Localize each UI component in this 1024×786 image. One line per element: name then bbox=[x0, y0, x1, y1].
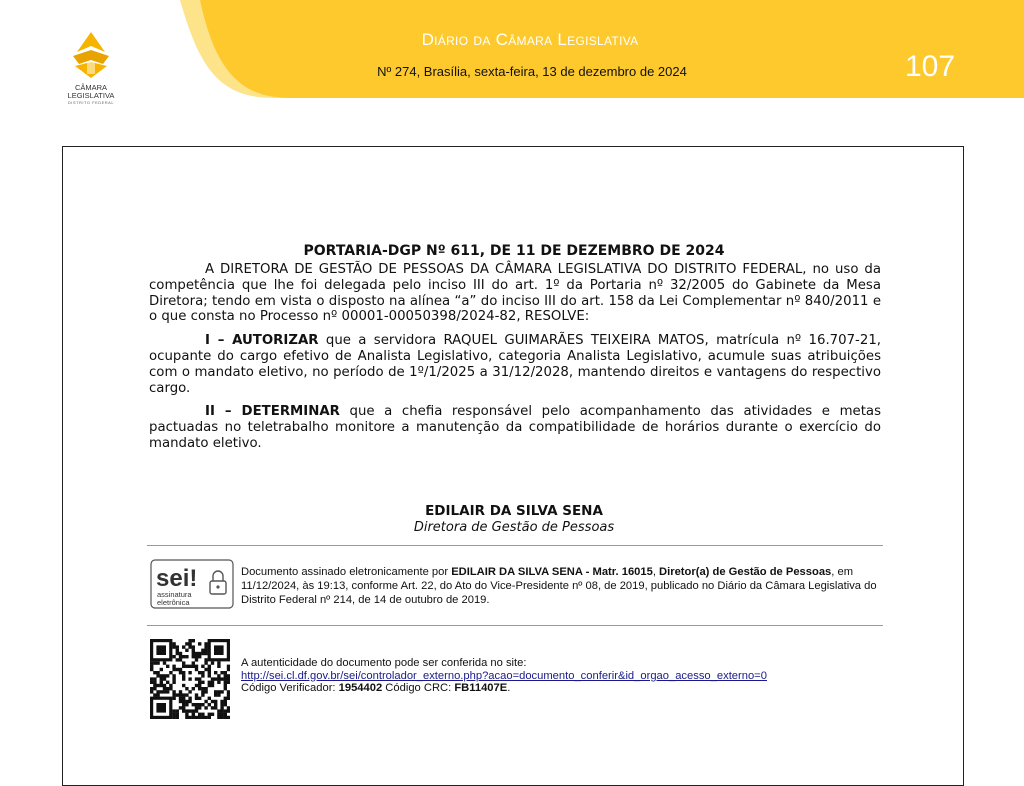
logo-text-line1: CÂMARA bbox=[74, 83, 108, 92]
sig-post: , em 11/12/2024, às 19:13, conforme Art. 22, do Ato do Vice-Presidente nº 08, de 2019, publicado no Diário da Câmara Legislativa do Distrito Federal nº 214, de 14 de outubro de 2019. bbox=[241, 566, 877, 606]
verification-intro: A autenticidade do documento pode ser conferida no site: bbox=[241, 657, 527, 669]
logo-text-line3: DISTRITO FEDERAL bbox=[67, 100, 115, 105]
masthead-title bbox=[330, 30, 730, 50]
verification-block bbox=[241, 657, 941, 695]
crc-label: Código CRC: bbox=[382, 682, 455, 694]
item-1-paragraph bbox=[149, 333, 881, 396]
document-title: PORTARIA-DGP Nº 611, DE 11 DE DEZEMBRO DE 2024 bbox=[303, 243, 725, 259]
signer-name: EDILAIR DA SILVA SENA bbox=[425, 503, 603, 519]
page-header bbox=[0, 0, 1024, 105]
verification-codes bbox=[241, 682, 941, 695]
verifier-code: 1954402 bbox=[338, 682, 383, 694]
camara-emblem-icon bbox=[63, 30, 119, 80]
edition-line: Nº 274, Brasília, sexta-feira, 13 de dezembro de 2024 bbox=[377, 64, 687, 79]
document-frame bbox=[62, 146, 964, 786]
item-2-text: que a chefia responsável pelo acompanhamento das atividades e metas pactuadas no teletrabalho monitore a manutenção da compatibilidade de horários durante o exercício do mandato eletivo. bbox=[149, 404, 882, 451]
code-label: Código Verificador: bbox=[241, 682, 339, 694]
item-2-paragraph bbox=[149, 404, 881, 451]
sei-sub2: eletrônica bbox=[157, 598, 190, 607]
electronic-signature-text bbox=[241, 565, 891, 607]
item-1-lead: I – AUTORIZAR bbox=[205, 333, 319, 349]
logo-text-line2: LEGISLATIVA bbox=[67, 91, 115, 100]
sig-pre: Documento assinado eletronicamente por bbox=[241, 566, 452, 578]
sei-signature-logo bbox=[150, 559, 234, 609]
signature-block bbox=[63, 503, 965, 535]
sig-mid: , bbox=[652, 566, 660, 578]
sei-word: sei! bbox=[156, 565, 198, 592]
divider-2 bbox=[147, 625, 883, 626]
sig-role: Diretor(a) de Gestão de Pessoas bbox=[659, 566, 832, 578]
divider-1 bbox=[147, 545, 883, 546]
document-body bbox=[149, 262, 881, 460]
camara-logo bbox=[56, 30, 126, 120]
page-number: 107 bbox=[905, 50, 956, 83]
item-2-lead: II – DETERMINAR bbox=[205, 404, 340, 420]
intro-paragraph: A DIRETORA DE GESTÃO DE PESSOAS DA CÂMARA LEGISLATIVA DO DISTRITO FEDERAL, no uso da competência que lhe foi delegada pelo inciso III do art. 1º da Portaria nº 32/2005 do Gabinete da Mesa Diretora; tendo em vista o disposto na alínea “a” do inciso III do art. 158 da Lei Complementar nº 840/2011 e o que consta no Processo nº 00001-00050398/2024-82, RESOLVE: bbox=[149, 262, 881, 325]
sei-sub1: assinatura bbox=[157, 590, 192, 599]
crc-code: FB11407E bbox=[454, 682, 508, 694]
qr-code bbox=[150, 639, 230, 719]
sig-signer: EDILAIR DA SILVA SENA - Matr. 16015 bbox=[451, 566, 653, 578]
journal-title: Diário da Câmara Legislativa bbox=[421, 30, 639, 49]
signer-role: Diretora de Gestão de Pessoas bbox=[413, 520, 615, 535]
sei-badge-icon bbox=[150, 559, 234, 609]
codes-end: . bbox=[507, 682, 511, 694]
verification-link[interactable]: http://sei.cl.df.gov.br/sei/controlador_externo.php?acao=documento_conferir&id_orgao_acesso_externo=0 bbox=[241, 669, 767, 682]
qr-code-icon bbox=[150, 639, 230, 719]
item-1-text: que a servidora RAQUEL GUIMARÃES TEIXEIRA MATOS, matrícula nº 16.707-21, ocupante do cargo efetivo de Analista Legislativo, categoria Analista Legislativo, acumule suas atribuições com o mandato eletivo, no período de 1º/1/2025 a 31/12/2028, mantendo direitos e vantagens do respectivo cargo. bbox=[149, 333, 882, 396]
